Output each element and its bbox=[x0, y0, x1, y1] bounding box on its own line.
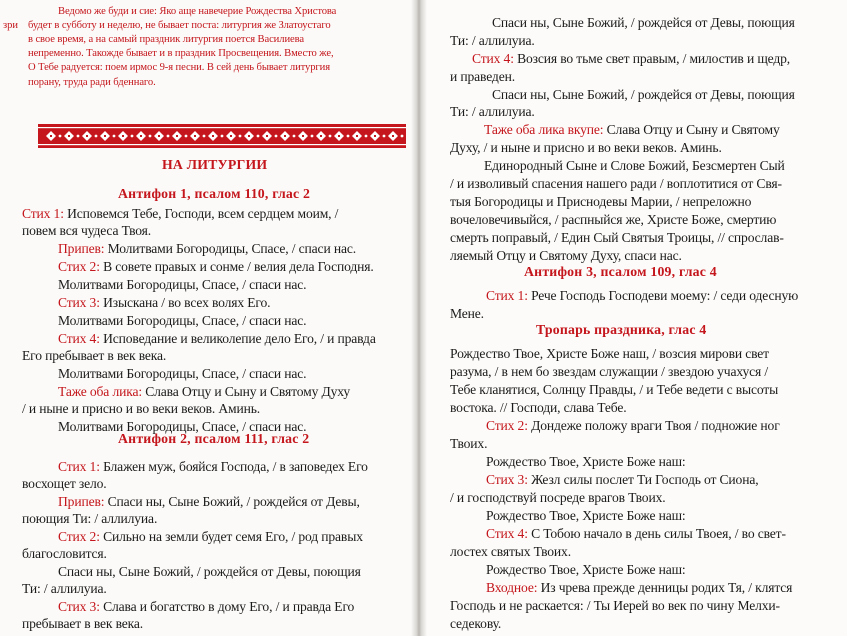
verse-text: Изыскана / во всех волях Его. bbox=[99, 295, 271, 310]
text-line bbox=[486, 287, 798, 304]
verse-label: Припев: bbox=[58, 241, 105, 256]
verse-text: благословится. bbox=[22, 546, 107, 561]
verse-text: Господь и не раскается: / Ты Иерей во век по чину Мелхи- bbox=[450, 598, 780, 613]
text-line bbox=[450, 305, 484, 322]
text-line bbox=[22, 205, 338, 222]
text-line bbox=[58, 258, 374, 275]
ornament-band bbox=[38, 124, 406, 148]
text-line bbox=[58, 458, 368, 475]
text-line bbox=[58, 240, 356, 257]
text-line bbox=[450, 211, 776, 228]
left-page bbox=[0, 0, 418, 636]
rubric-note-line: в свое время, а на самый праздник литургия поется Василиева bbox=[28, 34, 304, 45]
text-line bbox=[22, 475, 107, 492]
text-line bbox=[450, 229, 784, 246]
verse-text: Рождество Твое, Христе Боже наш, / возсия мирови свет bbox=[450, 346, 769, 361]
verse-text: разума, / в нем бо звездам служащии / звездою учахуся / bbox=[450, 364, 768, 379]
text-line bbox=[58, 383, 350, 400]
text-line bbox=[472, 50, 790, 67]
text-line bbox=[22, 222, 151, 239]
text-line bbox=[22, 347, 166, 364]
verse-text: Мене. bbox=[450, 306, 484, 321]
verse-label: Стих 4: bbox=[58, 331, 100, 346]
verse-label: Стих 3: bbox=[58, 599, 100, 614]
text-line bbox=[450, 399, 626, 416]
antiphon-3-heading: Антифон 3, псалом 109, глас 4 bbox=[524, 264, 717, 279]
verse-text: поющия Ти: / аллилуиа. bbox=[22, 511, 158, 526]
verse-text: и праведен. bbox=[450, 69, 515, 84]
verse-text: пребывает в век века. bbox=[22, 616, 144, 631]
rubric-note-line: О Тебе радуется: поем ирмос 9-я песни. В сей день бывает литургия bbox=[28, 62, 331, 73]
verse-text: Спаси ны, Сыне Божий, / рождейся от Девы, поющия bbox=[492, 87, 795, 102]
text-line bbox=[450, 615, 501, 632]
verse-label: Стих 1: bbox=[22, 206, 64, 221]
book-gutter bbox=[411, 0, 427, 636]
text-line bbox=[450, 247, 682, 264]
verse-text: С Тобою начало в день силы Твоея, / во свет- bbox=[527, 526, 786, 541]
verse-text: Твоих. bbox=[450, 436, 488, 451]
verse-text: Тебе кланятися, Солнцу Правды, / и Тебе ведети с высоты bbox=[450, 382, 779, 397]
verse-text: Спаси ны, Сыне Божий, / рождейся от Девы, bbox=[104, 494, 360, 509]
verse-text: Духу, / и ныне и присно и во веки веков. Аминь. bbox=[450, 140, 722, 155]
verse-label: Стих 1: bbox=[58, 459, 100, 474]
verse-text: Слава Отцу и Сыну и Святому Духу bbox=[141, 384, 351, 399]
text-line bbox=[450, 435, 487, 452]
text-line bbox=[450, 193, 751, 210]
text-line bbox=[486, 561, 686, 578]
verse-label: Стих 4: bbox=[472, 51, 514, 66]
text-line bbox=[450, 345, 769, 362]
verse-text: Слава и богатство в дому Его, / и правда Его bbox=[99, 599, 355, 614]
verse-text: Молитвами Богородицы, Спасе, / спаси нас. bbox=[58, 313, 307, 328]
text-line bbox=[492, 86, 795, 103]
text-line bbox=[58, 563, 361, 580]
text-line bbox=[58, 598, 354, 615]
text-line bbox=[22, 400, 260, 417]
text-line bbox=[450, 381, 778, 398]
text-line bbox=[450, 175, 782, 192]
verse-text: Рождество Твое, Христе Боже наш: bbox=[486, 454, 686, 469]
verse-label: Стих 2: bbox=[58, 259, 100, 274]
verse-text: Рождество Твое, Христе Боже наш: bbox=[486, 562, 686, 577]
verse-text: Рече Господь Господеви моему: / седи одесную bbox=[527, 288, 799, 303]
verse-text: Блажен муж, бояйся Господа, / в заповедех Его bbox=[99, 459, 368, 474]
verse-text: ляемый Отцу и Святому Духу, спаси нас. bbox=[450, 248, 682, 263]
text-line bbox=[486, 507, 686, 524]
corner-note: зри bbox=[3, 20, 19, 31]
text-line bbox=[492, 14, 795, 31]
verse-text: Ти: / аллилуиа. bbox=[450, 33, 535, 48]
verse-label: Стих 3: bbox=[58, 295, 100, 310]
text-line bbox=[22, 580, 107, 597]
rubric-note-line: непременно. Такожде бывает и в праздник Просвещения. Вместо же, bbox=[28, 48, 334, 59]
liturgy-title: НА ЛИТУРГИИ bbox=[162, 157, 268, 172]
verse-text: Спаси ны, Сыне Божий, / рождейся от Девы, поющия bbox=[492, 15, 795, 30]
verse-label: Припев: bbox=[58, 494, 105, 509]
verse-label: Таже оба лика: bbox=[58, 384, 142, 399]
verse-text: / и господствуй посреде врагов Твоих. bbox=[450, 490, 666, 505]
verse-label: Стих 4: bbox=[486, 526, 528, 541]
text-line bbox=[58, 294, 270, 311]
text-line bbox=[58, 418, 306, 435]
text-line bbox=[486, 417, 780, 434]
text-line bbox=[450, 68, 515, 85]
text-line bbox=[58, 312, 306, 329]
verse-text: смерть поправый, / Един Сый Святыя Троицы, // спрослав- bbox=[450, 230, 784, 245]
verse-text: Единородный Сыне и Слове Божий, Безсмертен Сый bbox=[484, 158, 785, 173]
text-line bbox=[484, 121, 780, 138]
verse-text: Его пребывает в век века. bbox=[22, 348, 167, 363]
text-line bbox=[58, 276, 306, 293]
text-line bbox=[450, 363, 768, 380]
verse-text: Слава Отцу и Сыну и Святому bbox=[603, 122, 780, 137]
verse-text: В совете правых и сонме / велия дела Господня. bbox=[99, 259, 374, 274]
verse-text: Жезл силы послет Ти Господь от Сиона, bbox=[527, 472, 759, 487]
verse-text: Спаси ны, Сыне Божий, / рождейся от Девы, поющия bbox=[58, 564, 361, 579]
verse-text: повем вся чудеса Твоя. bbox=[22, 223, 152, 238]
right-page bbox=[422, 0, 847, 636]
text-line bbox=[22, 510, 157, 527]
verse-text: Дондеже положу враги Твоя / подножие ног bbox=[527, 418, 780, 433]
text-line bbox=[58, 493, 360, 510]
verse-text: Из чрева прежде денницы родих Тя, / клятся bbox=[537, 580, 793, 595]
verse-text: Молитвами Богородицы, Спасе, / спаси нас. bbox=[58, 277, 307, 292]
text-line bbox=[58, 365, 306, 382]
troparion-heading: Тропарь праздника, глас 4 bbox=[536, 322, 707, 337]
verse-text: восхощет зело. bbox=[22, 476, 107, 491]
antiphon-2-heading: Антифон 2, псалом 111, глас 2 bbox=[118, 431, 310, 446]
verse-text: вочеловечивыйся, / распныйся же, Христе Боже, смертию bbox=[450, 212, 777, 227]
verse-text: Сильно на земли будет семя Его, / род правых bbox=[99, 529, 363, 544]
verse-label: Стих 2: bbox=[486, 418, 528, 433]
verse-text: Ти: / аллилуиа. bbox=[450, 104, 535, 119]
verse-text: седекову. bbox=[450, 616, 502, 631]
text-line bbox=[450, 489, 665, 506]
text-line bbox=[486, 471, 758, 488]
verse-label: Входное: bbox=[486, 580, 538, 595]
text-line bbox=[450, 103, 535, 120]
text-line bbox=[22, 615, 143, 632]
verse-text: лостех святых Твоих. bbox=[450, 544, 571, 559]
verse-text: тыя Богородицы и Приснодевы Марии, / непреложно bbox=[450, 194, 752, 209]
text-line bbox=[22, 545, 107, 562]
text-line bbox=[486, 525, 786, 542]
verse-text: Молитвами Богородицы, Спасе, / спаси нас. bbox=[58, 419, 307, 434]
rubric-note-line: будет в субботу и неделю, не бывает поста: литургия же Златоустаго bbox=[28, 20, 331, 31]
verse-text: Исповемся Тебе, Господи, всем сердцем моим, / bbox=[63, 206, 339, 221]
verse-text: Возсия во тьме свет правым, / милостив и щедр, bbox=[513, 51, 791, 66]
verse-label: Стих 2: bbox=[58, 529, 100, 544]
text-line bbox=[450, 597, 780, 614]
verse-text: Исповедание и великолепие дело Его, / и правда bbox=[99, 331, 376, 346]
verse-text: востока. // Господи, слава Тебе. bbox=[450, 400, 627, 415]
text-line bbox=[58, 528, 363, 545]
antiphon-1-heading: Антифон 1, псалом 110, глас 2 bbox=[118, 186, 311, 201]
text-line bbox=[450, 543, 571, 560]
text-line bbox=[450, 32, 535, 49]
verse-text: Ти: / аллилуиа. bbox=[22, 581, 107, 596]
verse-text: / и изволивый спасения нашего ради / воплотитися от Свя- bbox=[450, 176, 782, 191]
text-line bbox=[484, 157, 785, 174]
text-line bbox=[486, 579, 792, 596]
verse-label: Стих 3: bbox=[486, 472, 528, 487]
verse-label: Таже оба лика вкупе: bbox=[484, 122, 604, 137]
text-line bbox=[450, 139, 722, 156]
verse-text: Рождество Твое, Христе Боже наш: bbox=[486, 508, 686, 523]
text-line bbox=[58, 330, 376, 347]
verse-label: Стих 1: bbox=[486, 288, 528, 303]
verse-text: Молитвами Богородицы, Спасе, / спаси нас. bbox=[104, 241, 356, 256]
rubric-note-line: Ведомо же буди и сие: Яко аще навечерие Рождества Христова bbox=[58, 6, 337, 17]
rubric-note-line: порану, труда ради бденнаго. bbox=[28, 77, 156, 88]
verse-text: Молитвами Богородицы, Спасе, / спаси нас. bbox=[58, 366, 307, 381]
text-line bbox=[486, 453, 686, 470]
verse-text: / и ныне и присно и во веки веков. Аминь. bbox=[22, 401, 261, 416]
